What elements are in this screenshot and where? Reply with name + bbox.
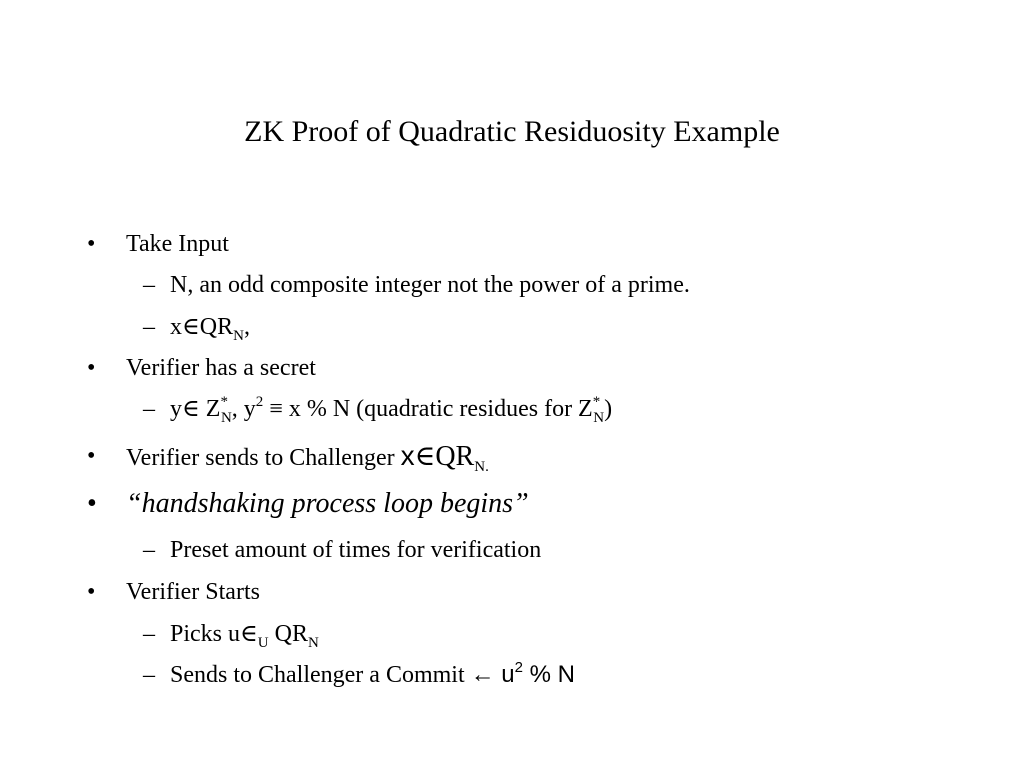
- math-var: x: [400, 440, 415, 471]
- slide-title: ZK Proof of Quadratic Residuosity Example: [244, 115, 780, 148]
- math-var: u: [494, 661, 515, 688]
- math-punct: ,: [243, 314, 250, 340]
- math-set: QR: [199, 314, 234, 340]
- sub-bullet-marker: –: [143, 537, 155, 563]
- math-set: QR: [268, 621, 308, 647]
- math-subscript: N.: [474, 459, 489, 475]
- sub-bullet-text: [170, 660, 575, 690]
- bullet-marker: •: [87, 443, 96, 469]
- sub-bullet-marker: –: [143, 621, 155, 647]
- math-superscript: *: [592, 394, 601, 410]
- sub-bullet-text: [170, 312, 250, 342]
- element-of-symbol: ∈: [240, 621, 258, 647]
- sub-bullet-marker: –: [143, 272, 155, 298]
- bullet-text: [126, 441, 489, 473]
- bullet-label: Verifier sends to Challenger: [126, 445, 401, 471]
- math-subscript: U: [257, 635, 269, 651]
- bullet-text: “handshaking process loop begins”: [126, 488, 529, 519]
- math-subscript: N: [307, 635, 319, 651]
- bullet-text: Take Input: [126, 231, 229, 257]
- sub-bullet-text: N, an odd composite integer not the power of a prime.: [170, 272, 690, 298]
- math-set: Z: [199, 396, 221, 422]
- sub-bullet-text: Preset amount of times for verification: [170, 537, 542, 563]
- math-superscript: 2: [255, 394, 264, 410]
- math-subscript: N: [233, 328, 244, 344]
- math-var: y: [170, 396, 182, 422]
- math-subscript: N: [593, 410, 605, 426]
- math-superscript: *: [220, 394, 228, 410]
- bullet-marker: •: [87, 579, 96, 605]
- sub-bullet-text: [170, 619, 319, 649]
- element-of-symbol: ∈: [414, 441, 436, 472]
- sub-bullet-marker: –: [143, 396, 155, 422]
- math-text: ): [604, 396, 613, 422]
- sub-bullet-text: [170, 394, 612, 424]
- bullet-label: Sends to Challenger a Commit: [170, 662, 471, 688]
- bullet-text: Verifier has a secret: [126, 355, 316, 381]
- left-arrow-icon: ←: [470, 662, 495, 688]
- bullet-text: Verifier Starts: [126, 579, 260, 605]
- math-set: QR: [435, 441, 475, 472]
- math-text: x % N (quadratic residues for Z: [288, 396, 593, 422]
- sub-bullet-marker: –: [143, 662, 155, 688]
- math-text: , y: [231, 396, 256, 422]
- math-subscript: N: [220, 410, 232, 426]
- math-text: Picks u: [170, 621, 241, 647]
- math-var: x: [170, 314, 182, 340]
- bullet-marker: •: [87, 231, 96, 257]
- math-text: % N: [523, 661, 576, 688]
- math-superscript: 2: [514, 659, 523, 676]
- equiv-symbol: ≡: [263, 396, 289, 422]
- bullet-marker: •: [87, 488, 97, 519]
- bullet-marker: •: [87, 355, 96, 381]
- element-of-symbol: ∈: [182, 396, 200, 422]
- element-of-symbol: ∈: [182, 314, 200, 340]
- sub-bullet-marker: –: [143, 314, 155, 340]
